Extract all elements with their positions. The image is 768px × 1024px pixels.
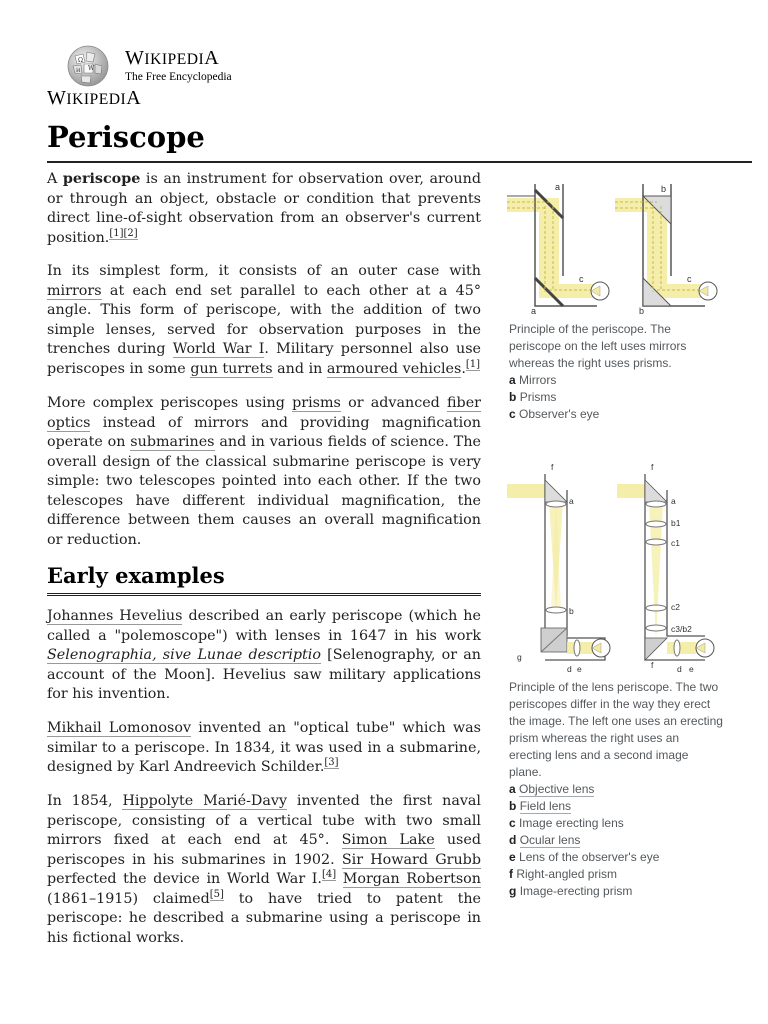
fig2-label-c3b2: c3/b2 — [671, 624, 692, 634]
legend-item: f Right-angled prism — [509, 867, 618, 881]
fig2-label-f2: f — [651, 462, 654, 472]
wordmark-secondary: WIKIPEDIA — [47, 87, 142, 109]
legend-item: a Objective lens — [509, 782, 595, 796]
fig2-label-a2: a — [671, 496, 676, 506]
svg-text:Ω: Ω — [78, 57, 83, 64]
fig1-label-a2: a — [531, 306, 537, 316]
section-paragraph-2: Mikhail Lomonosov invented an "optical tube" which was similar to a periscope. In 1834, it was used in a submarine, designed by Karl Andreevich Schilder.[3] — [47, 720, 481, 775]
figure-1-caption-text: Principle of the periscope. The periscope on the left uses mirrors whereas the right uses prisms. — [509, 322, 687, 370]
tagline: The Free Encyclopedia — [125, 71, 232, 83]
link-gun-turrets[interactable]: gun turrets — [190, 360, 273, 377]
intro-paragraph-2: In its simplest form, it consists of an outer case with mirrors at each end set parallel to each other at a 45° angle. This form of periscope, with the addition of two simple lenses, served for observation purposes in the trenches during World War I. Military personnel also use periscopes in some gun turrets and in armoured vehicles.[1] — [47, 263, 481, 377]
periscope-diagram — [505, 178, 721, 320]
link-prisms[interactable]: prisms — [292, 395, 341, 411]
link-johannes-hevelius[interactable]: Johannes Hevelius — [47, 608, 183, 624]
section-heading-early-examples: Early examples — [47, 563, 225, 588]
link-hippolyte-marie-davy[interactable]: Hippolyte Marié-Davy — [122, 793, 288, 809]
fig1-label-b: b — [661, 184, 667, 194]
section-paragraph-1: Johannes Hevelius described an early periscope (which he called a "polemoscope") with lenses in 1647 in his work Selenographia, sive Lunae descriptio [Selenography, or an account of the Moon]. Hevelius saw military applications for his invention. — [47, 608, 481, 702]
fig2-label-g: g — [517, 652, 522, 662]
title-divider — [47, 161, 752, 163]
lens-periscope-diagram — [505, 460, 721, 676]
fig2-label-f1: f — [551, 462, 554, 472]
link-mirrors[interactable]: mirrors — [47, 282, 102, 299]
wordmark: WIKIPEDIA — [125, 47, 220, 69]
figure-1-caption — [509, 321, 724, 423]
section-divider — [47, 593, 481, 596]
legend-item: b Prisms — [509, 390, 557, 404]
fig1-label-c2: c — [687, 274, 692, 284]
section-paragraph-3: In 1854, Hippolyte Marié-Davy invented the first naval periscope, consisting of a vertical tube with two small mirrors fixed at each end at 45°. Simon Lake used periscopes in his submarines in 1902. Sir Howard Grubb perfected the device in World War I.[4] Morgan Robertson (1861–1915) claimed[5] to have tried to patent the periscope: he described a submarine using a periscope in his fictional works. — [47, 793, 482, 946]
ref-link-1b[interactable]: [1] — [465, 358, 481, 370]
link-sir-howard-grubb[interactable]: Sir Howard Grubb — [341, 851, 481, 868]
legend-item: e Lens of the observer's eye — [509, 850, 660, 864]
ref-link-3[interactable]: [3] — [324, 757, 339, 769]
link-submarines[interactable]: submarines — [130, 434, 215, 450]
legend-item: a Mirrors — [509, 373, 557, 387]
fig2-label-c2: c2 — [671, 602, 680, 612]
figure-2-caption-text: Principle of the lens periscope. The two periscopes differ in the way they erect the image. The left one uses an erecting prism whereas the right uses an erecting lens and a second image plane. — [509, 680, 723, 779]
fig2-label-d1: d — [567, 664, 572, 674]
ref-link-1[interactable]: [1] — [109, 227, 124, 239]
wikipedia-globe-icon — [63, 42, 113, 88]
fig2-label-d2: d — [677, 664, 682, 674]
link-world-war-i[interactable]: World War I — [172, 341, 265, 357]
fig2-label-e2: e — [689, 664, 694, 674]
figure-lens-periscope[interactable] — [505, 460, 721, 676]
fig2-label-f3: f — [651, 660, 654, 670]
link-armoured-vehicles[interactable]: armoured vehicles — [326, 360, 462, 377]
intro-paragraph-1: A periscope is an instrument for observation over, around or through an object, obstacle or condition that prevents direct line-of-sight observation from an observer's current position.[1][2] — [47, 171, 481, 246]
legend-item: c Observer's eye — [509, 407, 600, 421]
link-morgan-robertson[interactable]: Morgan Robertson — [342, 871, 481, 887]
link-field-lens[interactable]: Field lens — [519, 799, 572, 813]
fig2-label-c1: c1 — [671, 538, 680, 548]
fig2-label-a1: a — [569, 496, 574, 506]
link-objective-lens[interactable]: Objective lens — [519, 782, 595, 796]
intro-paragraph-3: More complex periscopes using prisms or advanced fiber optics instead of mirrors and providing magnification operate on submarines and in various fields of science. The overall design of the classical submarine periscope is very simple: two telescopes pointed into each other. If the two telescopes have different individual magnification, the difference between them causes an overall magnification or reduction. — [47, 395, 481, 548]
ref-link-2[interactable]: [2] — [123, 227, 138, 239]
page-title: Periscope — [47, 120, 205, 154]
fig1-label-b2: b — [639, 306, 645, 316]
fig2-label-e1: e — [577, 664, 582, 674]
link-fiber-optics[interactable]: fiber optics — [47, 395, 481, 431]
legend-item: d Ocular lens — [509, 833, 581, 847]
term-periscope: periscope — [62, 171, 141, 187]
fig1-label-c1: c — [579, 274, 584, 284]
legend-item: c Image erecting lens — [509, 816, 624, 830]
figure-periscope-principle[interactable] — [505, 178, 721, 320]
link-selenographia[interactable]: Selenographia, sive Lunae descriptio — [47, 647, 321, 663]
fig2-label-b: b — [569, 606, 574, 616]
link-simon-lake[interactable]: Simon Lake — [341, 832, 435, 848]
wikipedia-logo[interactable] — [63, 42, 283, 90]
link-mikhail-lomonosov[interactable]: Mikhail Lomonosov — [47, 720, 192, 736]
link-ocular-lens[interactable]: Ocular lens — [519, 833, 581, 847]
ref-link-5[interactable]: [5] — [209, 888, 224, 900]
svg-text:W: W — [88, 65, 95, 72]
svg-text:И: И — [76, 68, 81, 74]
fig2-label-b1: b1 — [671, 518, 681, 528]
fig1-label-a: a — [555, 182, 561, 192]
ref-link-4[interactable]: [4] — [321, 869, 337, 881]
legend-item: b Field lens — [509, 799, 572, 813]
figure-2-caption — [509, 679, 724, 900]
legend-item: g Image-erecting prism — [509, 884, 633, 898]
